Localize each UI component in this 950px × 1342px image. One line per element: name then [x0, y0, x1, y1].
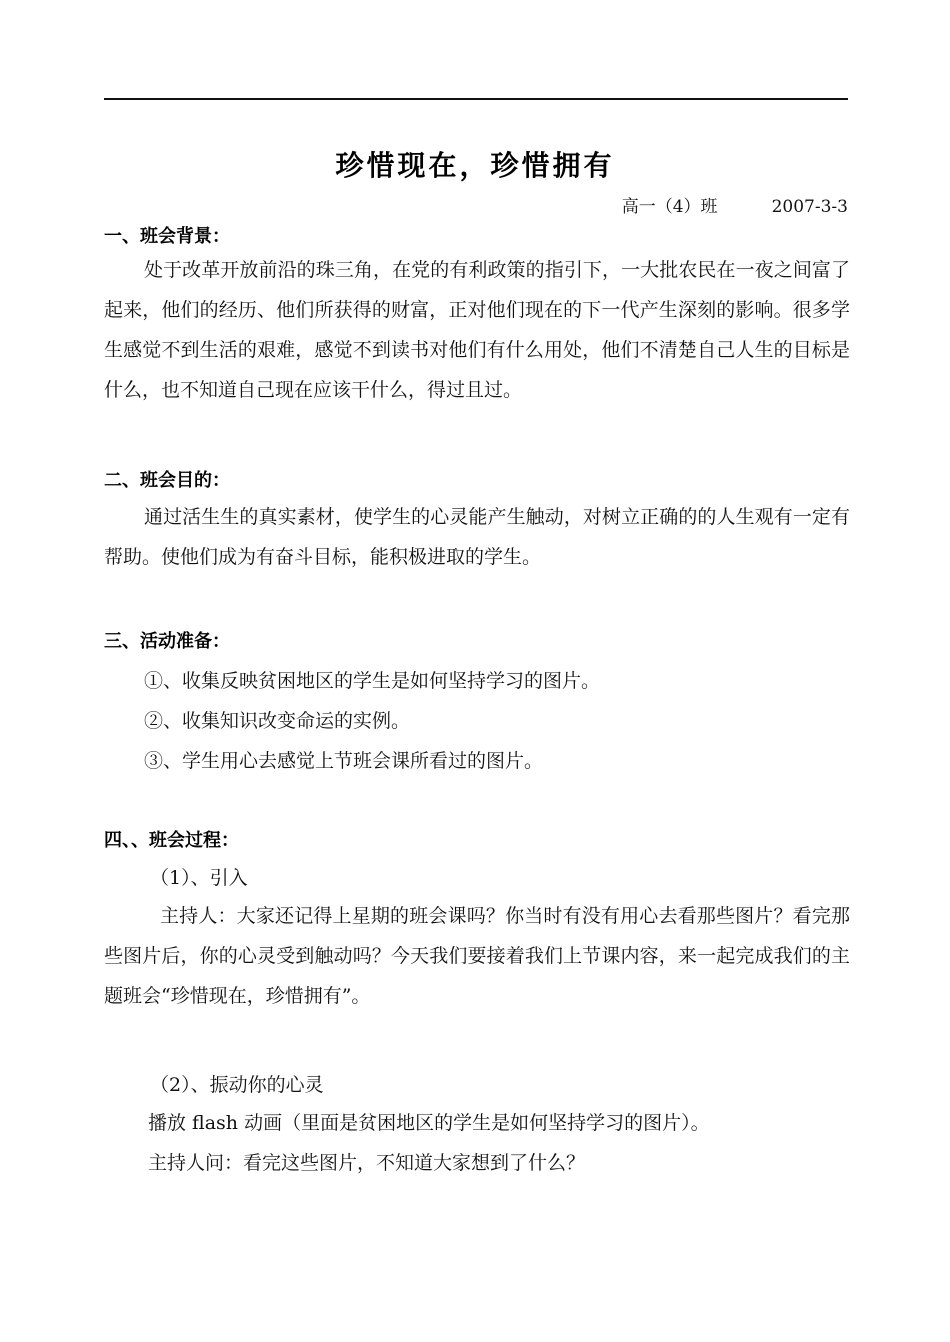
host-question: 主持人问：看完这些图片，不知道大家想到了什么？ — [148, 1152, 586, 1174]
process-step-2: （2）、振动你的心灵 — [150, 1074, 324, 1096]
prep-item: ②、收集知识改变命运的实例。 — [144, 710, 411, 732]
section-heading-prep: 三、活动准备： — [104, 631, 230, 652]
section-text-background: 处于改革开放前沿的珠三角，在党的有利政策的指引下，一大批农民在一夜之间富了起来，他们的经历、他们所获得的财富，正对他们现在的下一代产生深刻的影响。很多学生感觉不到生活的艰难，感觉不到读书对他们有什么用处，他们不清楚自己人生的目标是什么，也不知道自己现在应该干什么，得过且过。 — [104, 259, 850, 401]
class-label: 高一（4）班 — [621, 197, 718, 217]
section-heading-purpose: 二、班会目的： — [104, 470, 230, 491]
section-heading-process: 四、、班会过程： — [104, 830, 239, 851]
host-intro-text: 主持人：大家还记得上星期的班会课吗？你当时有没有用心去看那些图片？看完那些图片后，你的心灵受到触动吗？今天我们要接着我们上节课内容，来一起完成我们的主题班会“珍惜现在，珍惜拥有”。 — [104, 905, 850, 1007]
header-rule — [104, 98, 848, 100]
date: 2007-3-3 — [771, 197, 848, 217]
byline — [622, 192, 848, 217]
section-heading-background: 一、班会背景： — [104, 226, 230, 247]
flash-instruction: 播放 flash 动画（里面是贫困地区的学生是如何坚持学习的图片）。 — [148, 1112, 710, 1134]
prep-item: ③、学生用心去感觉上节班会课所看过的图片。 — [144, 750, 544, 772]
process-step-1: （1）、引入 — [150, 867, 248, 889]
prep-item: ①、收集反映贫困地区的学生是如何坚持学习的图片。 — [144, 670, 601, 692]
document-title: 珍惜现在，珍惜拥有 — [335, 149, 615, 182]
section-text-purpose: 通过活生生的真实素材，使学生的心灵能产生触动，对树立正确的的人生观有一定有帮助。使他们成为有奋斗目标，能积极进取的学生。 — [104, 506, 850, 568]
